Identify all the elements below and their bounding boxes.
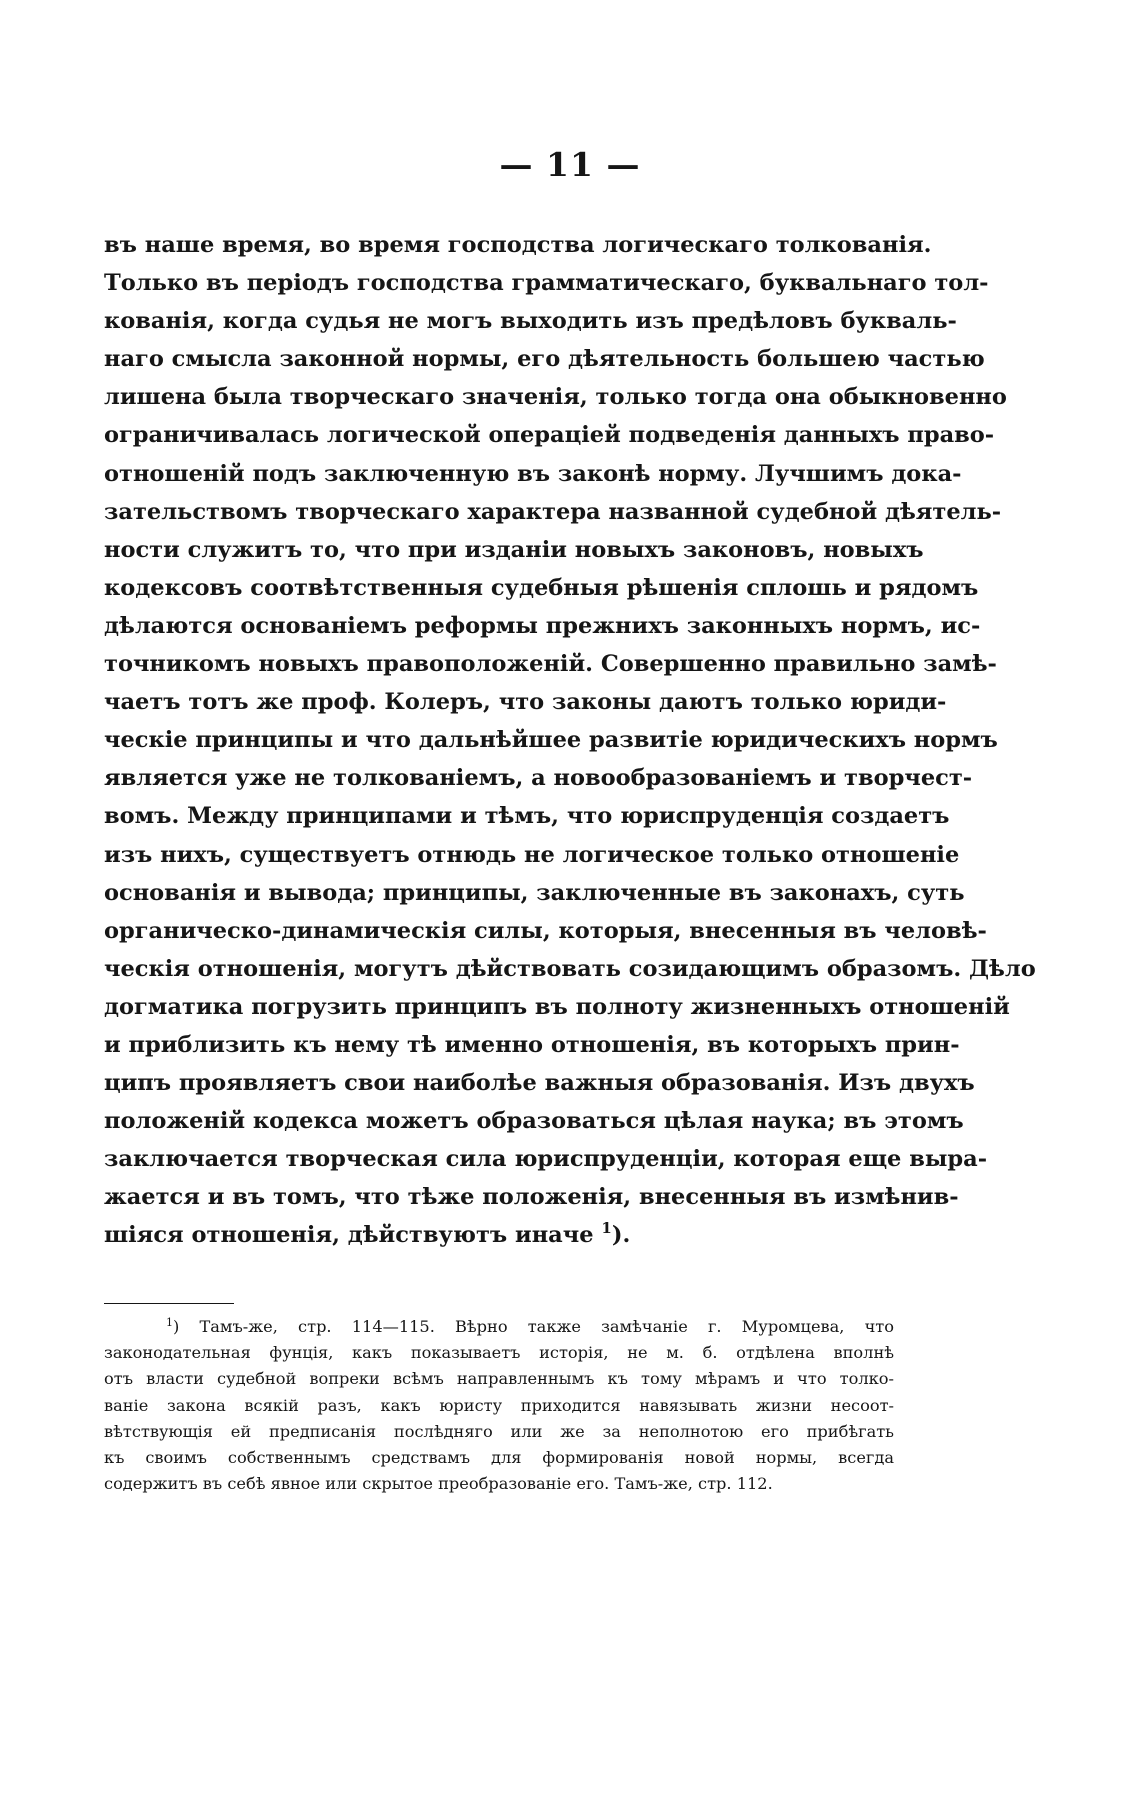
text-line: кодексовъ соотвѣтственныя судебныя рѣшенія сплошь и рядомъ: [104, 574, 979, 601]
text-line: дѣлаются основаніемъ реформы прежнихъ законныхъ нормъ, ис-: [104, 612, 981, 639]
page-number: — 11 —: [499, 145, 641, 184]
text-line: отношеній подъ заключенную въ законѣ норму. Лучшимъ дока-: [104, 460, 962, 487]
text-line: Только въ періодъ господства грамматическаго, буквальнаго тол-: [104, 270, 989, 297]
text-line: органическо-динамическія силы, которыя, внесенныя въ человѣ-: [104, 917, 987, 944]
text-line: является уже не толкованіемъ, а новообразованіемъ и творчест-: [104, 765, 973, 792]
text-line: наго смысла законной нормы, его дѣятельность большею частью: [104, 346, 985, 373]
footnote-line: къ своимъ собственнымъ средствамъ для формированія новой нормы, всегда: [104, 1447, 894, 1467]
text-line: чаетъ тотъ же проф. Колеръ, что законы даютъ только юриди-: [104, 689, 947, 716]
text-line: лишена была творческаго значенія, только тогда она обыкновенно: [104, 384, 1007, 411]
text-line: и приблизить къ нему тѣ именно отношенія, въ которыхъ прин-: [104, 1031, 960, 1058]
footnote-text: ) Тамъ-же, стр. 114—115. Вѣрно также замѣчаніе г. Муромцева, что: [173, 1317, 894, 1336]
footnote-line: содержитъ въ себѣ явное или скрытое преобразованіе его. Тамъ-же, стр. 112.: [104, 1474, 773, 1494]
text-line: кованія, когда судья не могъ выходить изъ предѣловъ букваль-: [104, 308, 957, 335]
footnote-block: [104, 1314, 894, 1497]
closing-punctuation: ).: [611, 1222, 631, 1249]
text-line: въ наше время, во время господства логическаго толкованія.: [104, 232, 932, 258]
text-line: заключается творческая сила юриспруденціи, которая еще выра-: [104, 1146, 988, 1173]
footnote-line: [104, 1314, 894, 1340]
text-line: положеній кодекса можетъ образоваться цѣлая наука; въ этомъ: [104, 1108, 964, 1135]
main-text: [104, 226, 1036, 1255]
text-line: ческіе принципы и что дальнѣйшее развитіе юридическихъ нормъ: [104, 727, 998, 754]
footnote-line: отъ власти судебной вопреки всѣмъ направленнымъ къ тому мѣрамъ и что толко-: [104, 1369, 894, 1389]
text-line: изъ нихъ, существуетъ отнюдь не логическое только отношеніе: [104, 841, 960, 868]
text-line: догматика погрузить принципъ въ полноту жизненныхъ отношеній: [104, 993, 1010, 1020]
footnote-marker: 1: [166, 1316, 173, 1329]
text-line: зательствомъ творческаго характера названной судебной дѣятель-: [104, 498, 1002, 525]
text-line: жается и въ томъ, что тѣже положенія, внесенныя въ измѣнив-: [104, 1184, 959, 1211]
footnote-line: законодательная фунція, какъ показываетъ исторія, не м. б. отдѣлена вполнѣ: [104, 1343, 894, 1363]
text-line-final: [104, 1216, 894, 1254]
final-line-text: шіяся отношенія, дѣйствуютъ иначе: [104, 1222, 594, 1249]
text-line: ципъ проявляетъ свои наиболѣе важныя образованія. Изъ двухъ: [104, 1070, 975, 1097]
footnote-line: вѣтствующія ей предписанія послѣдняго или же за неполнотою его прибѣгать: [104, 1421, 894, 1441]
footnote-separator: [104, 1303, 234, 1304]
text-line: вомъ. Между принципами и тѣмъ, что юриспруденція создаетъ: [104, 803, 950, 830]
text-line: ограничивалась логической операціей подведенія данныхъ право-: [104, 422, 995, 449]
text-line: основанія и вывода; принципы, заключенные въ законахъ, суть: [104, 879, 965, 906]
text-line: точникомъ новыхъ правоположеній. Совершенно правильно замѣ-: [104, 651, 997, 678]
text-line: ческія отношенія, могутъ дѣйствовать созидающимъ образомъ. Дѣло: [104, 955, 1036, 982]
text-line: ности служитъ то, что при изданіи новыхъ законовъ, новыхъ: [104, 536, 924, 563]
footnote-reference[interactable]: 1: [601, 1219, 612, 1238]
footnote-line: ваніе закона всякій разъ, какъ юристу приходится навязывать жизни несоот-: [104, 1395, 894, 1415]
